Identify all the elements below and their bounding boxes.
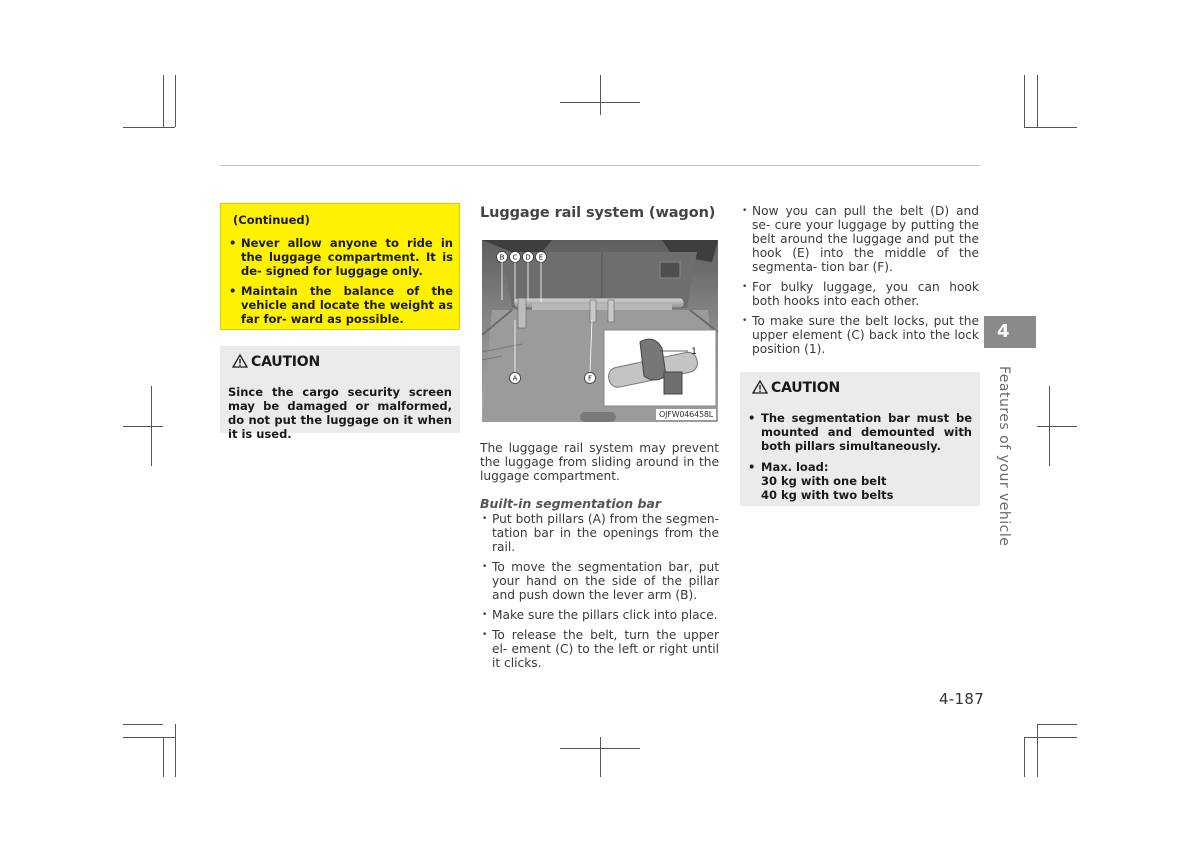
callout-b: B — [499, 253, 505, 262]
caution-title-text: CAUTION — [771, 380, 841, 396]
callout-e: E — [538, 253, 544, 262]
subheading: Built-in segmentation bar — [480, 496, 662, 511]
step-list-left — [480, 512, 719, 676]
warning-box — [220, 203, 460, 330]
caution-text: Since the cargo security screen may be damaged or malformed, do not put the luggage on it when it is used. — [228, 385, 452, 441]
caution-item: • The segmentation bar must be mounted and demounted with both pillars simultaneously. — [748, 411, 972, 453]
list-item: • Now you can pull the belt (D) and se- cure your luggage by putting the belt around the luggage and put the hook (E) into the middle of the segmenta- tion bar (F). — [740, 204, 979, 274]
header-rule — [220, 165, 980, 166]
page-number: 4-187 — [939, 690, 985, 708]
callout-f: F — [587, 374, 593, 383]
warning-triangle-icon — [232, 354, 248, 368]
list-item: • To release the belt, turn the upper el- ement (C) to the left or right until it clicks. — [480, 628, 719, 670]
list-item: • For bulky luggage, you can hook both hooks into each other. — [740, 280, 979, 308]
caution-box-left — [220, 346, 460, 441]
intro-paragraph: The luggage rail system may prevent the luggage from sliding around in the luggage compartment. — [480, 441, 719, 483]
caution-title-text: CAUTION — [251, 354, 321, 370]
luggage-rail-figure — [482, 240, 718, 422]
callout-d: D — [525, 253, 531, 262]
warning-triangle-icon — [752, 380, 768, 394]
list-item: • Make sure the pillars click into place. — [480, 608, 719, 622]
list-item: • Put both pillars (A) from the segmen- tation bar in the openings from the rail. — [480, 512, 719, 554]
warning-item: • Maintain the balance of the vehicle and locate the weight as far for- ward as possible. — [229, 284, 453, 326]
callout-1: 1 — [691, 347, 697, 357]
step-list-right — [740, 204, 979, 362]
warning-list — [229, 236, 453, 332]
cargo-area-illustration — [482, 240, 718, 422]
caution-item: • Max. load: 30 kg with one belt 40 kg with two belts — [748, 460, 972, 502]
callout-a: A — [512, 374, 518, 383]
callout-c: C — [512, 253, 518, 262]
caution-title — [752, 379, 840, 397]
figure-code: OJFW046458L — [656, 409, 716, 420]
continued-label: (Continued) — [233, 213, 310, 227]
warning-item: • Never allow anyone to ride in the luggage compartment. It is de- signed for luggage only. — [229, 236, 453, 278]
caution-list — [748, 411, 972, 509]
caution-box-right — [740, 372, 980, 506]
list-item: • To move the segmentation bar, put your hand on the side of the pillar and push down the lever arm (B). — [480, 560, 719, 602]
chapter-tab: 4 — [984, 316, 1036, 348]
chapter-label: Features of your vehicle — [996, 366, 1012, 547]
section-title: Luggage rail system (wagon) — [480, 205, 716, 221]
caution-title — [232, 353, 320, 371]
list-item: • To make sure the belt locks, put the upper element (C) back into the lock position (1). — [740, 314, 979, 356]
